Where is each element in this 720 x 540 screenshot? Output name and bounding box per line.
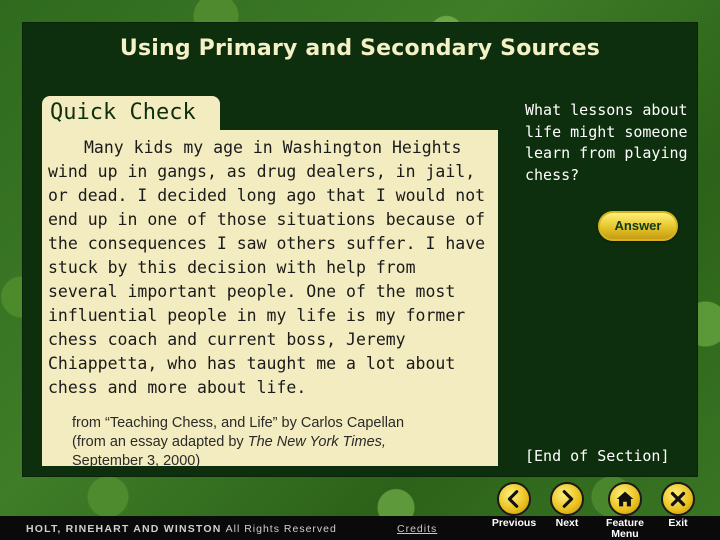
previous-button[interactable] bbox=[497, 482, 531, 516]
passage-box bbox=[42, 130, 498, 469]
feature-menu-button[interactable] bbox=[608, 482, 642, 516]
publisher-name: HOLT, RINEHART AND WINSTON bbox=[26, 523, 222, 535]
citation-line-3: September 3, 2000) bbox=[72, 453, 201, 469]
feature-label-line-1: Feature bbox=[606, 517, 644, 529]
rights-text: All Rights Reserved bbox=[225, 523, 337, 535]
previous-label[interactable]: Previous bbox=[491, 517, 537, 529]
home-icon bbox=[614, 488, 636, 510]
feature-label-line-2: Menu bbox=[611, 528, 639, 540]
exit-label[interactable]: Exit bbox=[668, 517, 688, 529]
citation-publication: The New York Times, bbox=[247, 434, 386, 450]
question-text: What lessons about life might someone learn from playing chess? bbox=[525, 101, 688, 184]
feature-menu-label[interactable] bbox=[600, 518, 650, 540]
next-label[interactable]: Next bbox=[555, 517, 579, 529]
close-icon bbox=[667, 488, 689, 510]
quick-check-tab: Quick Check bbox=[42, 96, 220, 130]
citation bbox=[72, 414, 490, 471]
citation-line-2 bbox=[72, 433, 490, 452]
chevron-left-icon bbox=[503, 488, 525, 510]
end-of-section-link[interactable]: [End of Section] bbox=[525, 447, 670, 465]
page-title: Using Primary and Secondary Sources bbox=[119, 36, 601, 61]
citation-prefix: (from an essay adapted by bbox=[72, 434, 248, 450]
answer-button[interactable]: Answer bbox=[598, 211, 678, 241]
citation-line-1: from “Teaching Chess, and Life” by Carlos Capellan bbox=[72, 415, 405, 431]
chevron-right-icon bbox=[556, 488, 578, 510]
passage-text: Many kids my age in Washington Heights wind up in gangs, as drug dealers, in jail, or dead. I decided long ago that I would not end up in one of those situations because of the consequences I saw others suffer. I have stuck by this decision with help from several important people. One of the most influential people in my life is my former chess coach and current boss, Jeremy Chiappetta, who has taught me a lot about chess and more about life. bbox=[48, 138, 486, 397]
publisher-notice bbox=[26, 523, 337, 535]
exit-button[interactable] bbox=[661, 482, 695, 516]
credits-link[interactable]: Credits bbox=[397, 523, 438, 535]
next-button[interactable] bbox=[550, 482, 584, 516]
